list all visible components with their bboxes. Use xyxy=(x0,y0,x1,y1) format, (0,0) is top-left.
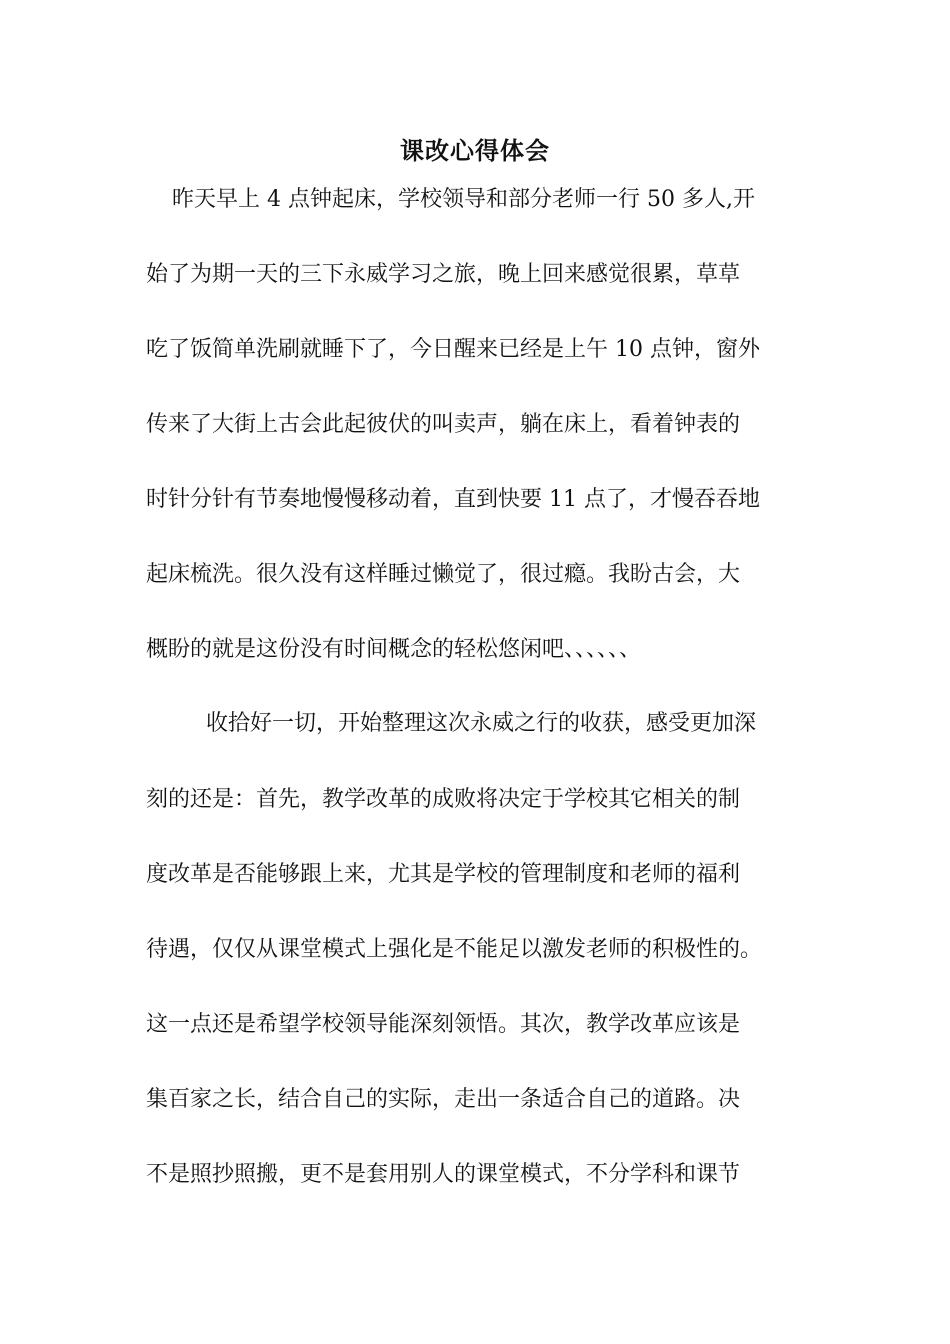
paragraph-2-line-3: 度改革是否能够跟上来，尤其是学校的管理制度和老师的福利 xyxy=(146,862,741,887)
paragraph-2-line-1: 收拾好一切，开始整理这次永威之行的收获，感受更加深 xyxy=(206,711,757,736)
paragraph-1-line-5: 时针分针有节奏地慢慢移动着，直到快要 11 点了，才慢吞吞地 xyxy=(146,487,760,512)
document-title: 课改心得体会 xyxy=(400,137,550,165)
paragraph-2-line-6: 集百家之长，结合自己的实际，走出一条适合自己的道路。决 xyxy=(146,1087,741,1112)
paragraph-1-line-3: 吃了饭简单洗刷就睡下了，今日醒来已经是上午 10 点钟，窗外 xyxy=(146,337,760,362)
paragraph-2-line-7: 不是照抄照搬，更不是套用别人的课堂模式，不分学科和课节 xyxy=(146,1162,741,1187)
paragraph-2-line-5: 这一点还是希望学校领导能深刻领悟。其次，教学改革应该是 xyxy=(146,1012,741,1037)
paragraph-1-line-7: 概盼的就是这份没有时间概念的轻松悠闲吧、、、、、、 xyxy=(146,637,642,662)
paragraph-1-line-2: 始了为期一天的三下永威学习之旅，晚上回来感觉很累，草草 xyxy=(146,262,741,287)
paragraph-1-line-6: 起床梳洗。很久没有这样睡过懒觉了，很过瘾。我盼古会，大 xyxy=(146,562,741,587)
paragraph-1-line-1: 昨天早上 4 点钟起床，学校领导和部分老师一行 50 多人,开 xyxy=(172,187,755,212)
paragraph-1-line-4: 传来了大街上古会此起彼伏的叫卖声，躺在床上，看着钟表的 xyxy=(146,412,741,437)
paragraph-2-line-4: 待遇，仅仅从课堂模式上强化是不能足以激发老师的积极性的。 xyxy=(146,937,763,962)
paragraph-2-line-2: 刻的还是：首先，教学改革的成败将决定于学校其它相关的制 xyxy=(146,787,741,812)
